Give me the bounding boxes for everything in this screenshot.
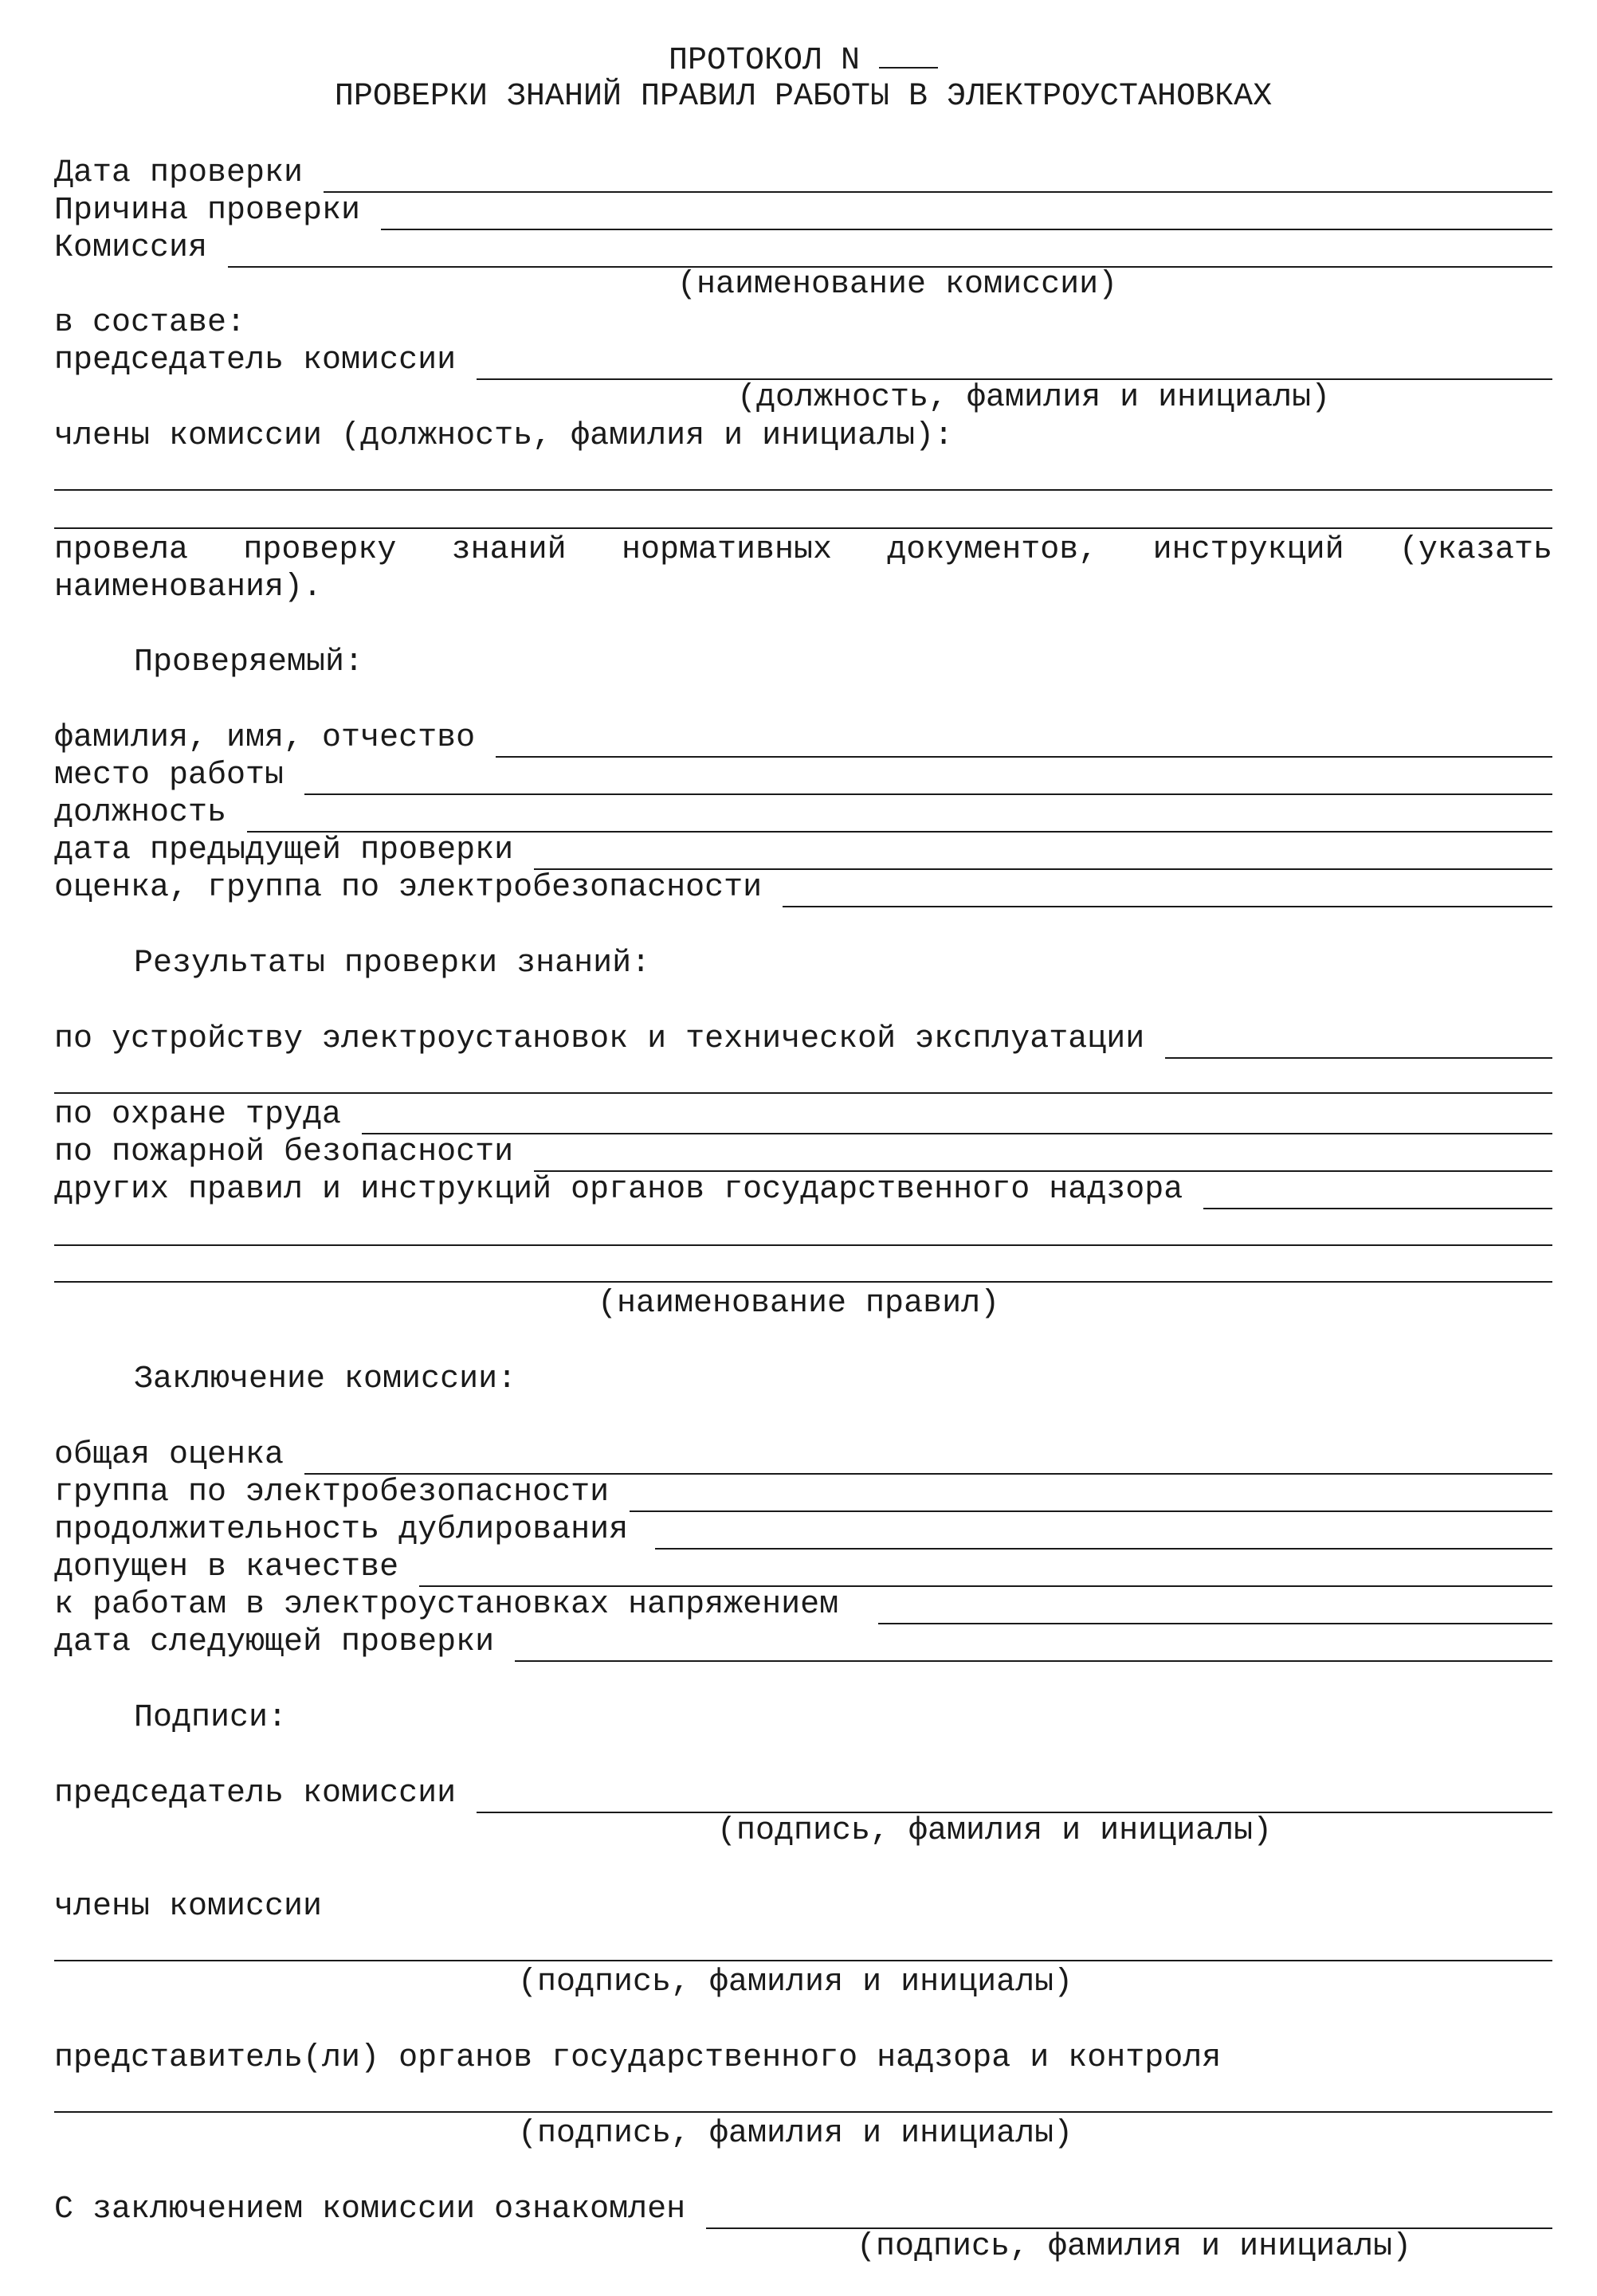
protocol-number-line — [54, 41, 1552, 80]
other-rules-field-2[interactable] — [54, 1244, 1552, 1246]
commission-field[interactable] — [228, 237, 1552, 268]
workplace-label: место работы — [54, 758, 284, 793]
grade-group-label: оценка, группа по электробезопасности — [54, 870, 763, 906]
fire-safety-field[interactable] — [534, 1142, 1552, 1172]
acknowledged-caption: (подпись, фамилия и инициалы) — [857, 2229, 1412, 2265]
workplace-field[interactable] — [304, 765, 1552, 795]
sign-supervisors-caption: (подпись, фамилия и инициалы) — [518, 2116, 1073, 2152]
composition-label: в составе: — [54, 305, 246, 341]
conducted-word-1: провела — [54, 532, 189, 568]
fire-safety-label: по пожарной безопасности — [54, 1134, 514, 1170]
position-row — [54, 794, 1552, 833]
commission-caption: (наименование комиссии) — [677, 267, 1118, 303]
overall-grade-field[interactable] — [304, 1444, 1552, 1475]
installation-row — [54, 1021, 1552, 1059]
results-heading: Результаты проверки знаний: — [134, 946, 651, 981]
duplication-label: продолжительность дублирования — [54, 1512, 629, 1548]
conclusion-heading: Заключение комиссии: — [134, 1362, 517, 1397]
conducted-word-5: документов, — [887, 532, 1098, 568]
chairman-caption: (должность, фамилия и инициалы) — [737, 380, 1331, 416]
next-check-label: дата следующей проверки — [54, 1624, 495, 1660]
check-date-label: Дата проверки — [54, 155, 304, 191]
conducted-word-2: проверку — [243, 532, 397, 568]
labor-protection-row — [54, 1096, 1552, 1134]
workplace-row — [54, 757, 1552, 795]
sign-chairman-field[interactable] — [477, 1783, 1552, 1813]
conducted-word-6: инструкций — [1152, 532, 1344, 568]
duplication-field[interactable] — [655, 1519, 1552, 1550]
acknowledged-row — [54, 2191, 1552, 2229]
check-date-row — [54, 155, 1552, 193]
members-label: члены комиссии (должность, фамилия и инициалы): — [54, 418, 954, 454]
sign-members-caption: (подпись, фамилия и инициалы) — [518, 1965, 1073, 2000]
previous-check-field[interactable] — [534, 840, 1552, 870]
full-name-field[interactable] — [496, 727, 1552, 758]
conducted-line-2: наименования). — [54, 570, 323, 605]
grade-group-field[interactable] — [783, 877, 1552, 907]
installation-field[interactable] — [1165, 1028, 1552, 1059]
next-check-field[interactable] — [515, 1632, 1552, 1662]
sign-chairman-row — [54, 1775, 1552, 1813]
other-rules-field[interactable] — [1203, 1179, 1552, 1209]
conducted-word-4: нормативных — [621, 532, 832, 568]
safety-group-field[interactable] — [630, 1482, 1552, 1512]
position-field[interactable] — [247, 802, 1552, 833]
form-title: ПРОВЕРКИ ЗНАНИЙ ПРАВИЛ РАБОТЫ В ЭЛЕКТРОУСТАНОВКАХ — [334, 79, 1273, 115]
grade-group-row — [54, 869, 1552, 907]
protocol-label: ПРОТОКОЛ N — [668, 43, 861, 79]
sign-supervisors-field[interactable] — [54, 2111, 1552, 2113]
labor-protection-label: по охране труда — [54, 1097, 342, 1133]
check-reason-field[interactable] — [381, 200, 1552, 230]
sign-members-field[interactable] — [54, 1960, 1552, 1961]
admitted-label: допущен в качестве — [54, 1550, 399, 1585]
safety-group-label: группа по электробезопасности — [54, 1475, 610, 1510]
acknowledged-label: С заключением комиссии ознакомлен — [54, 2192, 686, 2227]
sign-supervisors-label: представитель(ли) органов государственного надзора и контроля — [54, 2040, 1222, 2076]
conducted-word-3: знаний — [451, 532, 567, 568]
admitted-row — [54, 1549, 1552, 1587]
check-reason-row — [54, 192, 1552, 230]
sign-chairman-caption: (подпись, фамилия и инициалы) — [717, 1813, 1273, 1849]
sign-chairman-label: председатель комиссии — [54, 1776, 457, 1812]
commission-row — [54, 229, 1552, 268]
overall-grade-label: общая оценка — [54, 1437, 284, 1473]
installation-field-2[interactable] — [54, 1092, 1552, 1094]
voltage-label: к работам в электроустановках напряжением — [54, 1587, 839, 1623]
admitted-field[interactable] — [419, 1557, 1552, 1587]
check-reason-label: Причина проверки — [54, 193, 361, 229]
members-field-2[interactable] — [54, 527, 1552, 529]
conducted-line-1 — [54, 531, 1552, 570]
acknowledged-field[interactable] — [706, 2199, 1552, 2229]
overall-grade-row — [54, 1436, 1552, 1475]
full-name-label: фамилия, имя, отчество — [54, 720, 476, 756]
labor-protection-field[interactable] — [362, 1104, 1552, 1134]
previous-check-row — [54, 832, 1552, 870]
examinee-heading: Проверяемый: — [134, 645, 364, 680]
sign-members-label: члены комиссии — [54, 1889, 323, 1925]
other-rules-field-3[interactable] — [54, 1281, 1552, 1283]
signatures-heading: Подписи: — [134, 1700, 288, 1736]
chairman-label: председатель комиссии — [54, 343, 457, 378]
installation-label: по устройству электроустановок и технической эксплуатации — [54, 1021, 1145, 1057]
commission-label: Комиссия — [54, 230, 208, 266]
other-rules-row — [54, 1171, 1552, 1209]
rules-caption: (наименование правил) — [598, 1286, 1000, 1322]
next-check-row — [54, 1624, 1552, 1662]
protocol-number-field[interactable] — [879, 41, 938, 69]
conducted-word-7: (указать — [1399, 532, 1552, 568]
duplication-row — [54, 1511, 1552, 1550]
chairman-field[interactable] — [477, 350, 1552, 380]
position-label: должность — [54, 795, 227, 831]
voltage-row — [54, 1586, 1552, 1624]
previous-check-label: дата предыдущей проверки — [54, 833, 514, 868]
chairman-row — [54, 342, 1552, 380]
other-rules-label: других правил и инструкций органов государственного надзора — [54, 1172, 1183, 1208]
full-name-row — [54, 719, 1552, 758]
voltage-field[interactable] — [878, 1594, 1552, 1624]
safety-group-row — [54, 1474, 1552, 1512]
members-field-1[interactable] — [54, 489, 1552, 491]
fire-safety-row — [54, 1134, 1552, 1172]
check-date-field[interactable] — [324, 163, 1552, 193]
